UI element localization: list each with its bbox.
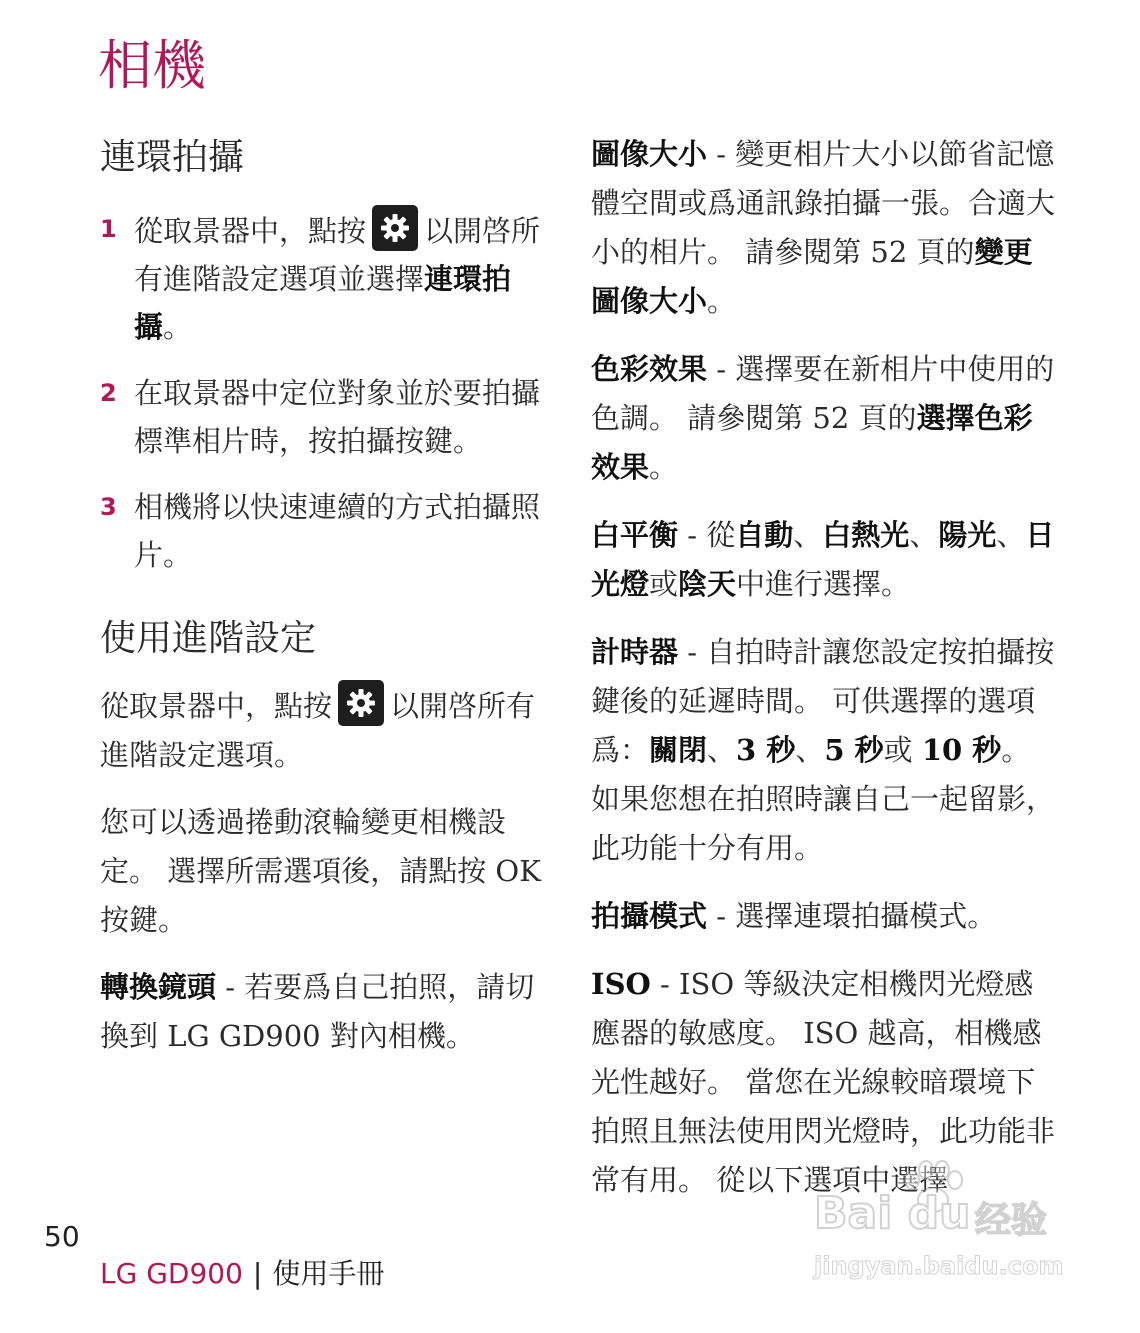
page-title: 相機 — [98, 34, 206, 97]
image-size-ref: 變更圖像大小 — [591, 235, 1033, 318]
left-column — [100, 136, 555, 1079]
step-text: 相機將以快速連續的方式拍攝照片。 — [134, 490, 541, 573]
timer-5s: 5 秒 — [824, 733, 884, 767]
step-3 — [100, 483, 555, 579]
continuous-shot-heading: 連環拍攝 — [100, 137, 245, 178]
timer-end: 。 如果您想在拍照時讓自己一起留影，此功能十分有用。 — [591, 733, 1056, 865]
timer-paragraph — [591, 628, 1061, 873]
wb-end: 中進行選擇。 — [736, 567, 911, 601]
footer-model: LG GD900 — [100, 1257, 243, 1290]
timer-sep: 、 — [795, 733, 825, 767]
color-effect-text: - 選擇要在新相片中使用的色調。 請參閱第 52 頁的 — [591, 352, 1055, 435]
timer-or: 或 — [883, 733, 922, 767]
step-2 — [100, 369, 555, 465]
step-text — [134, 205, 555, 351]
continuous-shot-steps — [100, 205, 555, 579]
white-balance-paragraph — [591, 511, 1061, 609]
image-size-label: 圖像大小 — [591, 137, 708, 171]
timer-text: - 自拍時計讓您設定按拍攝按鍵後的延遲時間。 可供選擇的選項爲： — [591, 635, 1055, 767]
step-text: 在取景器中定位對象並於要拍攝標準相片時，按拍攝按鍵。 — [134, 376, 541, 459]
step-text-a: 從取景器中，點按 — [134, 214, 367, 249]
shot-mode-label: 拍攝模式 — [591, 899, 708, 933]
wb-text: - 從 — [678, 518, 736, 552]
wb-auto: 自動 — [735, 518, 794, 552]
footer-manual: 使用手冊 — [272, 1257, 385, 1290]
color-effect-paragraph — [591, 345, 1061, 492]
step-number: 1 — [100, 215, 117, 244]
shot-mode-text: - 選擇連環拍攝模式。 — [707, 899, 997, 933]
wb-fluorescent: 日光燈 — [591, 518, 1055, 601]
switch-lens-label: 轉換鏡頭 — [100, 970, 217, 1005]
iso-text: - ISO 等級決定相機閃光燈感應器的敏感度。 ISO 越高，相機感光性越好。 當您在光線較暗環境下拍照且無法使用閃光燈時，此功能非常有用。 從以下選項中選擇 — [591, 967, 1056, 1197]
timer-10s: 10 秒 — [921, 733, 1002, 767]
footer — [100, 1252, 384, 1292]
wb-sep: 、 — [793, 518, 823, 552]
advanced-intro-b: 以開啓所有進階設定選項。 — [100, 689, 536, 773]
step-text-b: 以開啓所有進階設定選項並選擇 — [134, 214, 541, 297]
right-column — [591, 130, 1061, 1224]
advanced-intro — [100, 680, 555, 780]
iso-label: ISO — [591, 967, 651, 1001]
step-number: 3 — [100, 493, 117, 522]
timer-sep: 、 — [707, 733, 737, 767]
image-size-text: - 變更相片大小以節省記憶體空間或爲通訊錄拍攝一張。合適大小的相片。 請參閱第 52 頁的 — [591, 137, 1056, 269]
timer-3s: 3 秒 — [736, 733, 796, 767]
baidu-watermark — [810, 1160, 1080, 1290]
watermark-brand: Bai du — [814, 1188, 971, 1239]
wb-sep: 、 — [909, 518, 939, 552]
switch-lens-text: - 若要爲自己拍照，請切換到 LG GD900 對內相機。 — [100, 970, 535, 1054]
step-bold: 連環拍攝 — [134, 262, 512, 345]
image-size-paragraph — [591, 130, 1061, 326]
wb-incandescent: 白熱光 — [822, 518, 910, 552]
wb-cloudy: 陰天 — [678, 567, 737, 601]
watermark-url: jingyan.baidu.com — [814, 1252, 1064, 1280]
timer-off: 關閉 — [649, 733, 708, 767]
page-number: 50 — [44, 1220, 80, 1253]
color-effect-ref: 選擇色彩效果 — [591, 401, 1033, 484]
wb-sep: 、 — [996, 518, 1026, 552]
white-balance-label: 白平衡 — [591, 518, 679, 552]
gear-icon — [338, 680, 384, 726]
color-effect-label: 色彩效果 — [591, 352, 708, 386]
step-number: 2 — [100, 379, 117, 408]
footer-separator: | — [252, 1257, 263, 1290]
watermark-sub: 经验 — [975, 1200, 1048, 1241]
advanced-settings-heading: 使用進階設定 — [100, 618, 317, 660]
shot-mode-paragraph — [591, 892, 1061, 941]
scroll-wheel-paragraph: 您可以透過捲動滾輪變更相機設定。 選擇所需選項後，請點按 OK按鍵。 — [100, 805, 541, 938]
wb-or: 或 — [649, 567, 679, 601]
switch-lens-paragraph — [100, 963, 555, 1061]
image-size-end: 。 — [707, 284, 737, 318]
step-1 — [100, 205, 555, 351]
step-text-c: 。 — [163, 310, 193, 345]
wb-sunny: 陽光 — [938, 518, 997, 552]
timer-label: 計時器 — [591, 635, 679, 669]
gear-icon — [372, 205, 418, 251]
advanced-intro-a: 從取景器中，點按 — [100, 689, 333, 724]
color-effect-end: 。 — [649, 450, 679, 484]
